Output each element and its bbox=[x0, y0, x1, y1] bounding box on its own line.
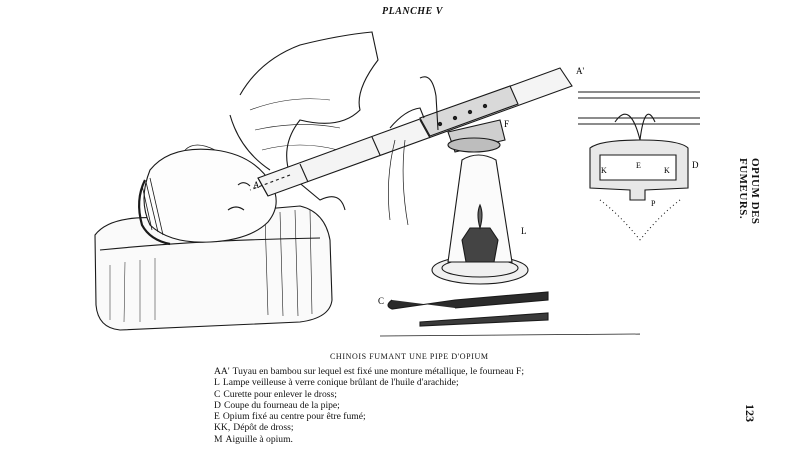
legend-item: AA' Tuyau en bambou sur lequel est fixé une monture métallique, le fourneau F; bbox=[214, 366, 524, 377]
figure-legend bbox=[214, 366, 524, 445]
smoker-head-drawing bbox=[139, 145, 276, 244]
legend-item: C Curette pour enlever le dross; bbox=[214, 388, 337, 400]
opium-pipe-drawing bbox=[250, 68, 572, 196]
caption-title: CHINOIS FUMANT UNE PIPE D'OPIUM bbox=[330, 352, 489, 361]
page-number: 123 bbox=[743, 404, 757, 422]
label-k-left: K bbox=[601, 166, 607, 175]
label-a-prime: A' bbox=[576, 66, 585, 76]
running-side-title: OPIUM DES FUMEURS. bbox=[737, 158, 761, 225]
curette-and-needle-drawing bbox=[380, 292, 640, 336]
label-c: C bbox=[378, 296, 385, 306]
hand-drawing bbox=[388, 77, 438, 225]
label-d: D bbox=[692, 160, 699, 170]
lamp-drawing bbox=[432, 155, 528, 284]
legend-item: M Aiguille à opium. bbox=[214, 433, 293, 445]
label-e: E bbox=[636, 161, 641, 170]
label-l: L bbox=[521, 226, 527, 236]
label-k-right: K bbox=[664, 166, 670, 175]
legend-item: L Lampe veilleuse à verre conique brûlant de l'huile d'arachide; bbox=[214, 377, 459, 389]
label-a: A bbox=[253, 180, 260, 190]
label-f: F bbox=[504, 119, 510, 129]
legend-item: D Coupe du fourneau de la pipe; bbox=[214, 399, 340, 411]
label-p: P bbox=[651, 199, 656, 208]
legend-item: KK, Dépôt de dross; bbox=[214, 422, 294, 434]
legend-item: E Opium fixé au centre pour être fumé; bbox=[214, 411, 366, 423]
plate-title: PLANCHE V bbox=[382, 6, 443, 17]
